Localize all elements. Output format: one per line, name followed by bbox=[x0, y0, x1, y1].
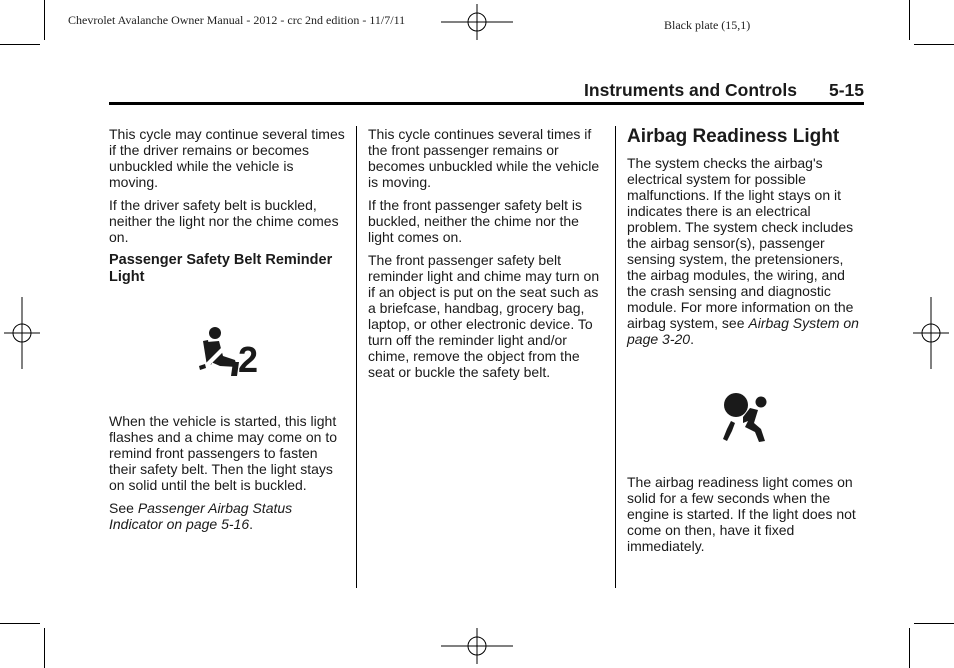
section-heading: Airbag Readiness Light bbox=[627, 126, 840, 147]
print-header-right: Black plate (15,1) bbox=[664, 18, 751, 32]
paragraph: This cycle continues several times if the front passenger remains or becomes unbuckled while the vehicle is moving. bbox=[368, 126, 600, 190]
crop-mark bbox=[909, 628, 910, 668]
paragraph: If the front passenger safety belt is buckled, neither the chime nor the light comes on. bbox=[368, 197, 583, 245]
registration-mark-top bbox=[441, 2, 513, 42]
registration-mark-right bbox=[911, 297, 951, 369]
crop-mark bbox=[909, 0, 910, 40]
crop-mark bbox=[0, 623, 40, 624]
paragraph: The front passenger safety belt reminder light and chime may turn on if an object is put on the seat such as a briefcase, handbag, grocery bag, laptop, or other electronic device. To turn off the reminder light and/or chime, remove the object from the seat or buckle the safety belt. bbox=[368, 252, 600, 380]
crop-mark bbox=[44, 628, 45, 668]
section-title: Instruments and Controls bbox=[584, 80, 797, 100]
page-number: 5-15 bbox=[828, 80, 864, 100]
see-label: See bbox=[109, 500, 138, 516]
subheading: Passenger Safety Belt Reminder Light bbox=[109, 252, 333, 285]
column-3 bbox=[627, 126, 865, 561]
crop-mark bbox=[44, 0, 45, 40]
icon-container bbox=[627, 354, 865, 474]
passenger-seatbelt-reminder-icon bbox=[197, 326, 269, 378]
icon-container bbox=[109, 292, 345, 413]
column-divider bbox=[356, 126, 357, 588]
paragraph: When the vehicle is started, this light flashes and a chime may come on to remind front passengers to fasten their safety belt. Then the light stays on solid until the belt is buckled. bbox=[109, 413, 338, 493]
paragraph: If the driver safety belt is buckled, neither the light nor the chime comes on. bbox=[109, 197, 339, 245]
column-1 bbox=[109, 126, 345, 539]
registration-mark-left bbox=[2, 297, 42, 369]
paragraph bbox=[627, 155, 865, 347]
header-rule bbox=[109, 102, 864, 105]
registration-mark-bottom bbox=[441, 626, 513, 666]
cross-reference-link[interactable]: Airbag System on page 3-20 bbox=[627, 315, 859, 347]
column-2 bbox=[368, 126, 605, 387]
paragraph bbox=[109, 500, 345, 532]
print-header-left: Chevrolet Avalanche Owner Manual - 2012 - crc 2nd edition - 11/7/11 bbox=[68, 13, 406, 27]
paragraph-text: The system checks the airbag's electrical system for possible malfunctions. If the light stays on it indicates there is an electrical problem. The system check includes the airbag sensor(s), passenger sensing system, the pretensioners, the airbag modules, the wiring, and the crash sensing and diagnostic module. For more information on the airbag system, see bbox=[627, 155, 854, 331]
icon-digit: 2 bbox=[238, 339, 259, 378]
punctuation: . bbox=[249, 516, 253, 532]
crop-mark bbox=[914, 623, 954, 624]
cross-reference-link[interactable]: Passenger Airbag Status Indicator on page 5-16 bbox=[109, 500, 293, 532]
crop-mark bbox=[0, 44, 40, 45]
punctuation: . bbox=[690, 331, 694, 347]
section-header bbox=[109, 80, 864, 101]
paragraph: This cycle may continue several times if the driver remains or becomes unbuckled while the vehicle is moving. bbox=[109, 126, 345, 190]
airbag-readiness-icon bbox=[721, 391, 769, 443]
crop-mark bbox=[914, 44, 954, 45]
column-divider bbox=[615, 126, 616, 588]
paragraph: The airbag readiness light comes on solid for a few seconds when the engine is started. If the light does not come on then, have it fixed immediately. bbox=[627, 474, 856, 554]
